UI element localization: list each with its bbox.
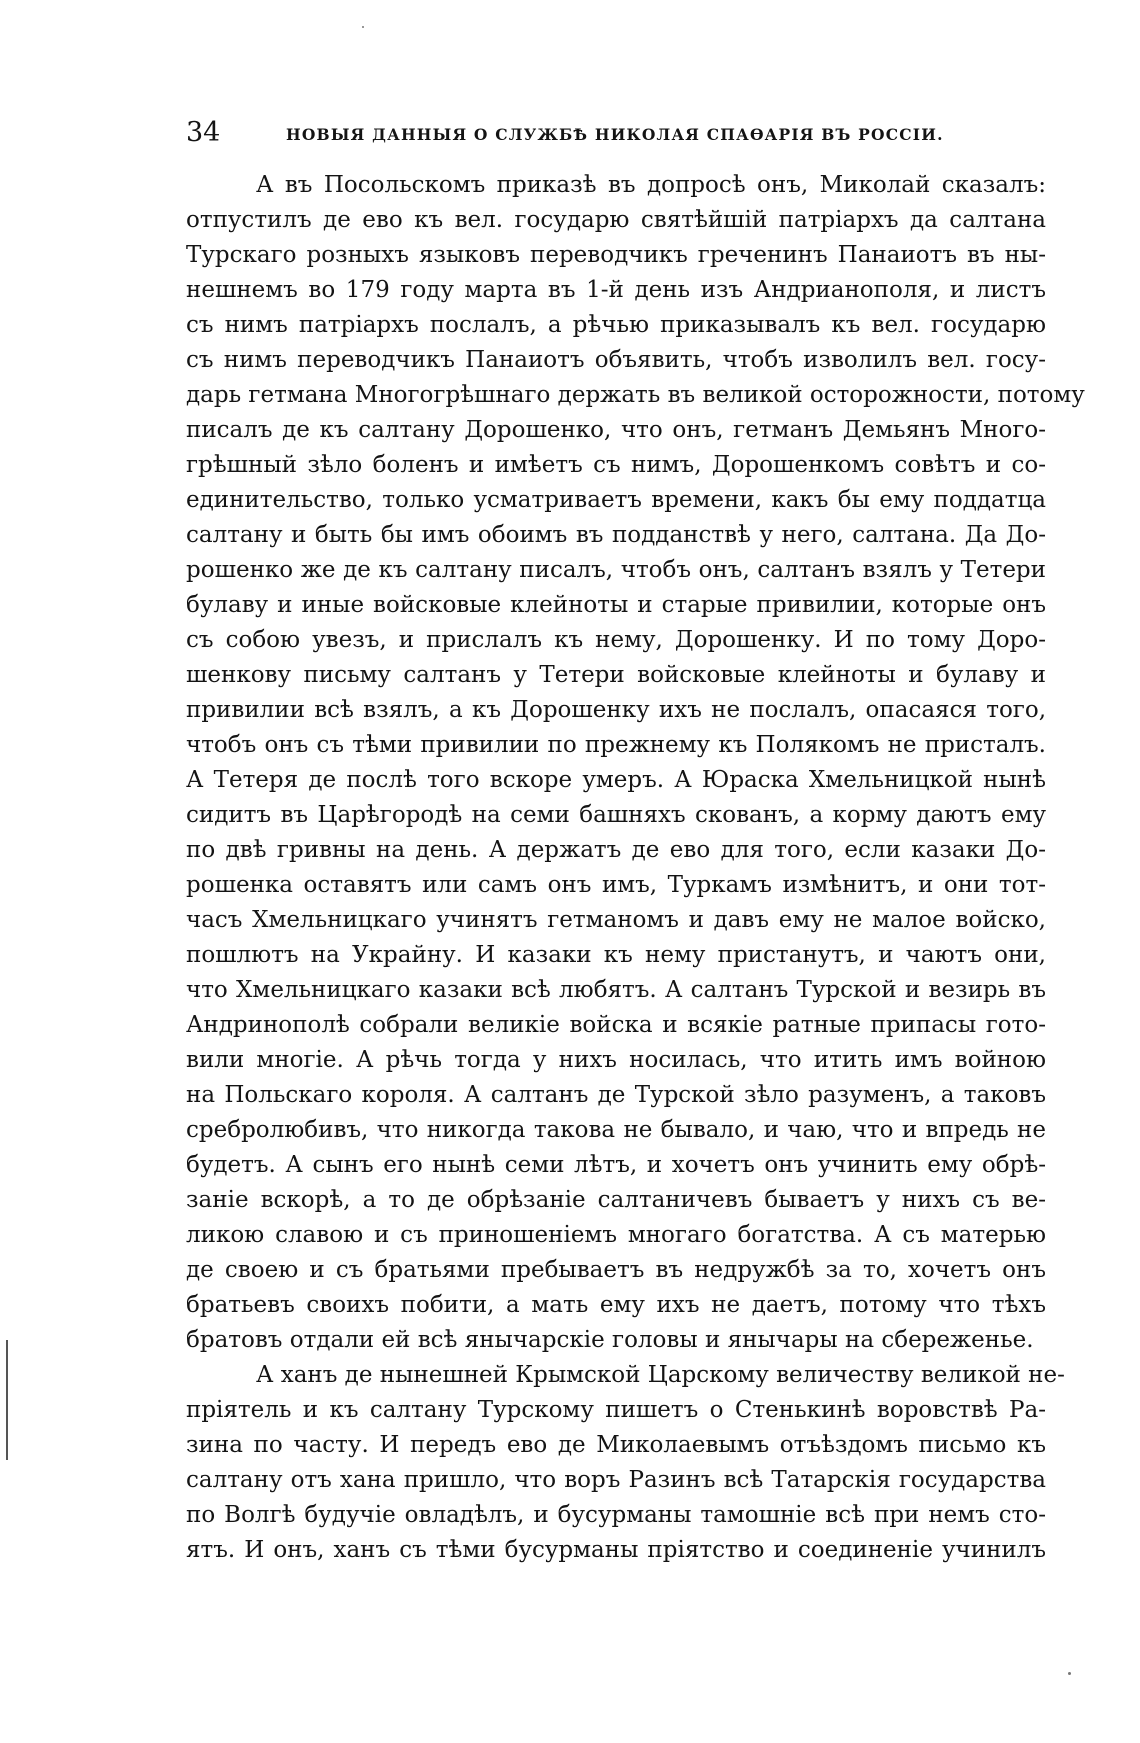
- text-line: часъ Хмельницкаго учинятъ гетманомъ и давъ ему не малое войско,: [186, 907, 1046, 933]
- body-text: [186, 168, 1085, 1568]
- text-line: рошенко же де къ салтану писалъ, чтобъ онъ, салтанъ взялъ у Тетери: [186, 557, 1046, 583]
- text-line: единительство, только усматриваетъ времени, какъ бы ему поддатца: [186, 487, 1046, 513]
- text-line: съ нимъ патріархъ послалъ, а рѣчью приказывалъ къ вел. государю: [186, 312, 1046, 338]
- text-line: по Волгѣ будучіе овладѣлъ, и бусурманы тамошніе всѣ при немъ сто-: [186, 1502, 1046, 1528]
- text-line: ликою славою и съ приношеніемъ многаго богатства. А съ матерью: [186, 1222, 1046, 1248]
- text-line: привилии всѣ взялъ, а къ Дорошенку ихъ не послалъ, опасаяся того,: [186, 697, 1046, 723]
- text-line: братьевъ своихъ побити, а мать ему ихъ не даетъ, потому что тѣхъ: [186, 1292, 1046, 1318]
- running-title: НОВЫЯ ДАННЫЯ О СЛУЖБѢ НИКОЛАЯ СПАѲАРІЯ ВЪ РОССІИ.: [286, 125, 944, 144]
- scan-speck: [362, 26, 364, 28]
- text-line: на Польскаго короля. А салтанъ де Турской зѣло разуменъ, а таковъ: [186, 1082, 1046, 1108]
- text-line: Турскаго розныхъ языковъ переводчикъ греченинъ Панаиотъ въ ны-: [186, 242, 1046, 268]
- text-line: сидитъ въ Царѣгородѣ на семи башняхъ скованъ, а корму даютъ ему: [186, 802, 1046, 828]
- text-line: что Хмельницкаго казаки всѣ любятъ. А салтанъ Турской и везирь въ: [186, 977, 1046, 1003]
- text-line: съ собою увезъ, и прислалъ къ нему, Дорошенку. И по тому Доро-: [186, 627, 1046, 653]
- text-line: по двѣ гривны на день. А держатъ де ево для того, если казаки До-: [186, 837, 1046, 863]
- text-line: братовъ отдали ей всѣ янычарскіе головы и янычары на сбереженье.: [186, 1327, 1034, 1353]
- text-line: зина по часту. И передъ ево де Миколаевымъ отъѣздомъ письмо къ: [186, 1432, 1046, 1458]
- text-line: вили многіе. А рѣчь тогда у нихъ носилась, что итить имъ войною: [186, 1047, 1046, 1073]
- paragraph-2: [186, 1358, 1065, 1568]
- text-line: Андринополѣ собрали великіе войска и всякіе ратные припасы гото-: [186, 1012, 1046, 1038]
- text-line: чтобъ онъ съ тѣми привилии по прежнему къ Полякомъ не присталъ.: [186, 732, 1046, 758]
- text-line: отпустилъ де ево къ вел. государю святѣйшій патріархъ да салтана: [186, 207, 1046, 233]
- text-line: А въ Посольскомъ приказѣ въ допросѣ онъ, Миколай сказалъ:: [256, 172, 1046, 198]
- text-line: шенкову письму салтанъ у Тетери войсковые клейноты и булаву и: [186, 662, 1046, 688]
- text-line: заніе вскорѣ, а то де обрѣзаніе салтаничевъ бываетъ у нихъ съ ве-: [186, 1187, 1046, 1213]
- text-line: писалъ де къ салтану Дорошенко, что онъ, гетманъ Демьянъ Много-: [186, 417, 1046, 443]
- text-line: дарь гетмана Многогрѣшнаго держать въ великой осторожности, потому: [186, 382, 1085, 408]
- text-line: съ нимъ переводчикъ Панаиотъ объявить, чтобъ изволилъ вел. госу-: [186, 347, 1046, 373]
- text-line: салтану и быть бы имъ обоимъ въ подданствѣ у него, салтана. Да До-: [186, 522, 1046, 548]
- text-line: А Тетеря де послѣ того вскоре умеръ. А Юраска Хмельницкой нынѣ: [186, 767, 1046, 793]
- text-line: сребролюбивъ, что никогда такова не бывало, и чаю, что и впредь не: [186, 1117, 1046, 1143]
- page-number: 34: [186, 117, 221, 148]
- text-line: грѣшный зѣло боленъ и имѣетъ съ нимъ, Дорошенкомъ совѣтъ и со-: [186, 452, 1046, 478]
- text-line: булаву и иные войсковые клейноты и старые привилии, которые онъ: [186, 592, 1046, 618]
- scan-speck: [1068, 1672, 1071, 1675]
- text-line: А ханъ де нынешней Крымской Царскому величеству великой не-: [256, 1362, 1065, 1388]
- running-head: [186, 118, 956, 148]
- text-line: ятъ. И онъ, ханъ съ тѣми бусурманы пріятство и соединеніе учинилъ: [186, 1537, 1046, 1563]
- text-line: рошенка оставятъ или самъ онъ имъ, Туркамъ измѣнитъ, и они тот-: [186, 872, 1046, 898]
- paragraph-1: [186, 168, 1085, 1358]
- text-line: пріятель и къ салтану Турскому пишетъ о Стенькинѣ воровствѣ Ра-: [186, 1397, 1046, 1423]
- scan-margin-mark: [6, 1340, 8, 1460]
- text-line: нешнемъ во 179 году марта въ 1-й день изъ Андрианополя, и листъ: [186, 277, 1046, 303]
- text-line: пошлютъ на Украйну. И казаки къ нему пристанутъ, и чаютъ они,: [186, 942, 1046, 968]
- text-line: салтану отъ хана пришло, что воръ Разинъ всѣ Татарскія государства: [186, 1467, 1046, 1493]
- text-line: будетъ. А сынъ его нынѣ семи лѣтъ, и хочетъ онъ учинить ему обрѣ-: [186, 1152, 1046, 1178]
- text-line: де своею и съ братьями пребываетъ въ недружбѣ за то, хочетъ онъ: [186, 1257, 1046, 1283]
